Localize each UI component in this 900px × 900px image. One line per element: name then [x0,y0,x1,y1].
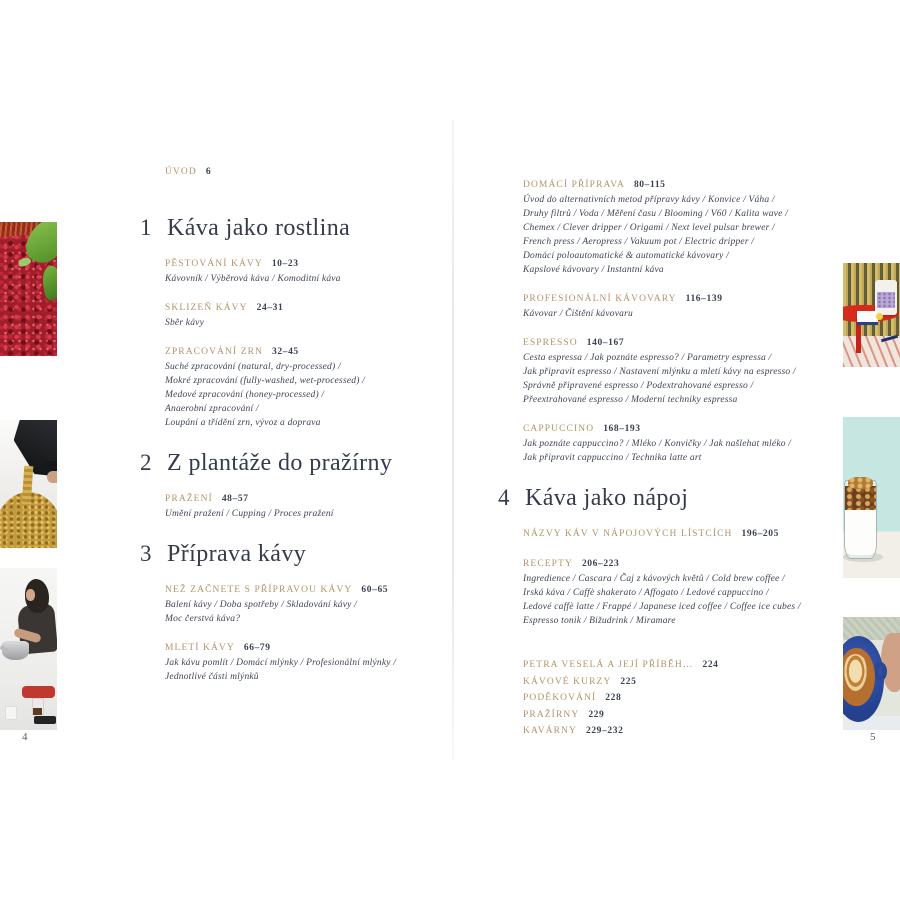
chapter-number: 4 [498,485,510,510]
toc-column-right [498,163,810,739]
section-heading [165,580,452,598]
end-entry-label: PRAŽÍRNY [523,709,580,720]
person-face [47,471,57,483]
toc-end-entry [523,706,810,723]
section-pages: 32–45 [272,347,299,357]
toc-entry-label: ÚVOD [165,167,197,177]
end-entry-pages: 229–232 [585,726,624,737]
section-label: DOMÁCÍ PŘÍPRAVA [523,180,625,190]
toc-column-left [140,163,452,684]
chapter-title: Káva jako nápoj [525,485,689,511]
toc-end-list [498,656,810,739]
card-edge [857,322,878,325]
page-number-left: 4 [22,731,28,743]
toc-section [140,254,452,286]
section-subitems-line: Balení kávy / Doba spotřeby / Skladování kávy / [165,600,357,610]
chapter-number: 1 [140,215,152,240]
section-subitems-line: Suché zpracování (natural, dry-processed) / [165,362,341,372]
section-heading [523,289,810,307]
end-entry-label: PODĚKOVÁNÍ [523,693,597,704]
section-label: ESPRESSO [523,338,578,348]
toc-section [498,289,810,321]
section-pages: 80–115 [633,180,666,190]
section-label: RECEPTY [523,559,573,569]
toc-section [140,298,452,330]
section-heading [523,419,810,437]
section-label: PROFESIONÁLNÍ KÁVOVARY [523,294,677,304]
section-heading [523,175,810,193]
end-entry-label: KÁVOVÉ KURZY [523,676,612,687]
end-entry-label: KAVÁRNY [523,726,577,737]
chapter-heading [498,481,810,518]
section-pages: 24–31 [256,303,284,313]
toc-section [498,175,810,277]
page-number-right: 5 [870,731,876,743]
section-label: NEŽ ZAČNETE S PŘÍPRAVOU KÁVY [165,585,353,595]
section-subitems-line: Správně připravené espresso / Podextrahované espresso / [523,381,754,391]
chapter-heading [140,537,452,574]
toc-section [498,554,810,628]
chapter-number: 3 [140,541,152,566]
section-label: NÁZVY KÁV V NÁPOJOVÝCH LÍSTCÍCH [523,529,733,539]
photo-coffee-bags-red-table [843,263,900,367]
section-subitems-line: Medové zpracování (honey-processed) / [165,390,325,400]
section-heading [523,333,810,351]
section-subitems-line: Druhy filtrů / Voda / Měření času / Blooming / V60 / Kalita wave / [523,209,788,219]
toc-section [498,333,810,407]
section-subitems-line: Kapslové kávovary / Instantní káva [523,265,664,275]
end-entry-pages: 225 [620,676,637,687]
end-entry-pages: 229 [588,709,605,720]
section-subitems-line: Přeextrahované espresso / Moderní techniky espressa [523,395,738,405]
section-heading [523,554,810,572]
end-entry-pages: 228 [605,693,622,704]
section-pages: 66–79 [243,643,271,653]
section-pages: 140–167 [586,338,625,348]
section-pages: 116–139 [685,294,723,304]
toc-end-entry [523,689,810,706]
toc-section [140,489,452,521]
section-subitems-line: Kávovar / Čištění kávovaru [523,309,633,319]
section-subitems-line: Mokré zpracování (fully-washed, wet-processed) / [165,376,365,386]
section-subitems-line: Chemex / Clever dripper / Origami / Next level pulsar brewer / [523,223,775,233]
photo-latte-art-blue-cup [843,617,900,730]
toc-end-entry [523,722,810,739]
photo-barista-pouring-kettle [0,568,57,730]
chapter-title: Příprava kávy [167,541,307,567]
photo-roasting-beans [0,420,57,548]
section-subitems-line: Úvod do alternativních metod přípravy kávy / Konvice / Váha / [523,195,775,205]
section-pages: 10–23 [271,259,299,269]
toc-section [498,419,810,465]
section-label: PĚSTOVÁNÍ KÁVY [165,259,263,269]
section-subitems-line: Sběr kávy [165,318,204,328]
chapter-number: 2 [140,450,152,475]
section-pages: 206–223 [581,559,620,569]
section-subitems-line: Anaerobní zpracování / [165,404,259,414]
coffee-bag-label [877,292,895,308]
section-subitems-line: Ledové caffè latte / Frappé / Japanese iced coffee / Coffee ice cubes / [523,602,801,612]
striped-floor [843,336,900,367]
section-subitems-line: Moc čerstvá káva? [165,614,241,624]
red-waistband [22,686,55,698]
section-heading [165,342,452,360]
chapter-title: Káva jako rostlina [167,215,351,241]
section-subitems-line: Domácí poloautomatické & automatické kávovary / [523,251,729,261]
section-label: CAPPUCCINO [523,424,595,434]
toc-section [140,638,452,684]
section-heading [165,489,452,507]
photo-iced-coffee-glass [843,417,900,578]
section-subitems-line: Umění pražení / Cupping / Proces pražení [165,509,334,519]
ice-cubes [848,477,873,490]
toc-end-entry [523,673,810,690]
chapter-heading [140,446,452,483]
section-subitems-line: Cesta espressa / Jak poznáte espresso? / Parametry espressa / [523,353,772,363]
end-entry-pages: 224 [702,660,719,670]
section-label: ZPRACOVÁNÍ ZRN [165,347,264,357]
section-pages: 196–205 [741,529,779,539]
section-pages: 60–65 [361,585,389,595]
section-subitems-line: Jak připravit espresso / Nastavení mlýnku a mletí kávy na espresso / [523,367,796,377]
section-heading [165,638,452,656]
section-heading [165,298,452,316]
chapter-title: Z plantáže do pražírny [167,450,393,476]
toc-section [498,524,810,542]
toc-section [140,342,452,430]
page-gutter-line [452,120,454,760]
section-label: MLETÍ KÁVY [165,643,235,653]
section-pages: 48–57 [221,494,249,504]
end-entry-label: PETRA VESELÁ A JEJÍ PŘÍBĚH… [523,660,694,670]
section-label: PRAŽENÍ [165,494,213,504]
chapter-heading [140,211,452,248]
toc-end-entry [523,656,810,673]
toc-entry-pages: 6 [205,167,212,177]
toc-entry [140,163,452,179]
section-heading [523,524,810,542]
milk-layer [845,507,876,555]
section-pages: 168–193 [603,424,641,434]
section-subitems-line: French press / Aeropress / Vakuum pot / Electric dripper / [523,237,755,247]
section-subitems-line: Jak připravit cappuccino / Technika latte art [523,453,702,463]
brewed-coffee [33,708,42,715]
cup [5,706,17,720]
coffee-scale [34,716,56,724]
toc-section [140,580,452,626]
section-subitems-line: Kávovník / Výběrová káva / Komoditní káva [165,274,341,284]
section-heading [165,254,452,272]
coffee-layer [845,486,876,510]
section-subitems-line: Irská káva / Caffè shakerato / Affogato / Ledové cappuccino / [523,588,769,598]
photo-coffee-cherries [0,222,57,356]
section-subitems-line: Jak kávu pomlít / Domácí mlýnky / Profesionální mlýnky / [165,658,397,668]
section-label: SKLIZEŇ KÁVY [165,303,248,313]
section-subitems-line: Loupání a třídění zrn, vývoz a doprava [165,418,321,428]
section-subitems-line: Jednotlivé části mlýnků [165,672,259,682]
section-subitems-line: Ingredience / Cascara / Čaj z kávových květů / Cold brew coffee / [523,574,785,584]
section-subitems-line: Espresso tonik / Bižudrink / Miramare [523,616,676,626]
yellow-dot [876,313,883,320]
section-subitems-line: Jak poznáte cappuccino? / Mléko / Konvičky / Jak našlehat mléko / [523,439,792,449]
